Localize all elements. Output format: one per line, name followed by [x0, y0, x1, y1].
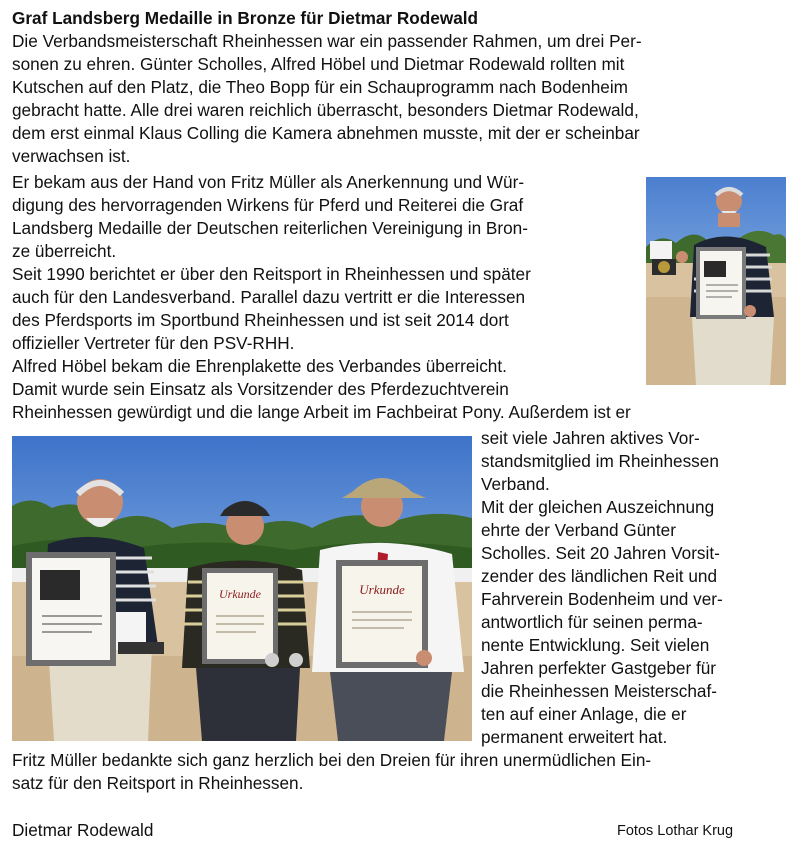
article-title: Graf Landsberg Medaille in Bronze für Dietmar Rodewald [12, 8, 479, 28]
body-line: sonen zu ehren. Günter Scholles, Alfred Höbel und Dietmar Rodewald rollten mit [12, 54, 625, 74]
certificate-heading-right: Urkunde [359, 582, 405, 597]
body-line: ten auf einer Anlage, die er [481, 704, 687, 724]
body-line: Verband. [481, 474, 550, 494]
body-line: ze überreicht. [12, 241, 117, 261]
body-line: Kutschen auf den Platz, die Theo Bopp für ein Schauprogramm nach Bodenheim [12, 77, 628, 97]
body-line: Seit 1990 berichtet er über den Reitsport in Rheinhessen und später [12, 264, 531, 284]
body-line: Fritz Müller bedankte sich ganz herzlich bei den Dreien für ihren unermüdlichen Ein- [12, 750, 652, 770]
photo-three-honorees [12, 436, 472, 741]
body-line: auch für den Landesverband. Parallel dazu vertritt er die Interessen [12, 287, 526, 307]
body-line: standsmitglied im Rheinhessen [481, 451, 719, 471]
body-line: permanent erweitert hat. [481, 727, 668, 747]
body-line: des Pferdsports im Sportbund Rheinhessen und ist seit 2014 dort [12, 310, 509, 330]
body-line: gebracht hatte. Alle drei waren reichlich überrascht, besonders Dietmar Rodewald, [12, 100, 639, 120]
body-line: satz für den Reitsport in Rheinhessen. [12, 773, 304, 793]
body-line: ehrte der Verband Günter [481, 520, 676, 540]
body-line: Alfred Höbel bekam die Ehrenplakette des Verbandes überreicht. [12, 356, 507, 376]
certificate-heading-middle: Urkunde [219, 587, 261, 601]
body-line: Er bekam aus der Hand von Fritz Müller als Anerkennung und Wür- [12, 172, 525, 192]
body-line: antwortlich für seinen perma- [481, 612, 703, 632]
body-line: Damit wurde sein Einsatz als Vorsitzender des Pferdezuchtverein [12, 379, 509, 399]
body-line: Rheinhessen gewürdigt und die lange Arbeit im Fachbeirat Pony. Außerdem ist er [12, 402, 631, 422]
body-line: offizieller Vertreter für den PSV-RHH. [12, 333, 295, 353]
body-line: nente Entwicklung. Seit vielen [481, 635, 710, 655]
photo-credit: Fotos Lothar Krug [617, 823, 734, 839]
body-line: Die Verbandsmeisterschaft Rheinhessen war ein passender Rahmen, um drei Per- [12, 31, 642, 51]
body-line: Jahren perfekter Gastgeber für [481, 658, 717, 678]
body-line: digung des hervorragenden Wirkens für Pferd und Reiterei die Graf [12, 195, 524, 215]
body-line: verwachsen ist. [12, 146, 131, 166]
body-line: Fahrverein Bodenheim und ver- [481, 589, 723, 609]
photo-dietmar-rodewald [646, 177, 786, 385]
body-line: Landsberg Medaille der Deutschen reiterlichen Vereinigung in Bron- [12, 218, 528, 238]
body-line: zender des ländlichen Reit und [481, 566, 718, 586]
body-line: seit viele Jahren aktives Vor- [481, 428, 700, 448]
body-line: Mit der gleichen Auszeichnung [481, 497, 715, 517]
author-name: Dietmar Rodewald [12, 820, 154, 840]
body-line: Scholles. Seit 20 Jahren Vorsit- [481, 543, 720, 563]
body-line: die Rheinhessen Meisterschaf- [481, 681, 717, 701]
body-line: dem erst einmal Klaus Colling die Kamera abnehmen musste, mit der er scheinbar [12, 123, 640, 143]
